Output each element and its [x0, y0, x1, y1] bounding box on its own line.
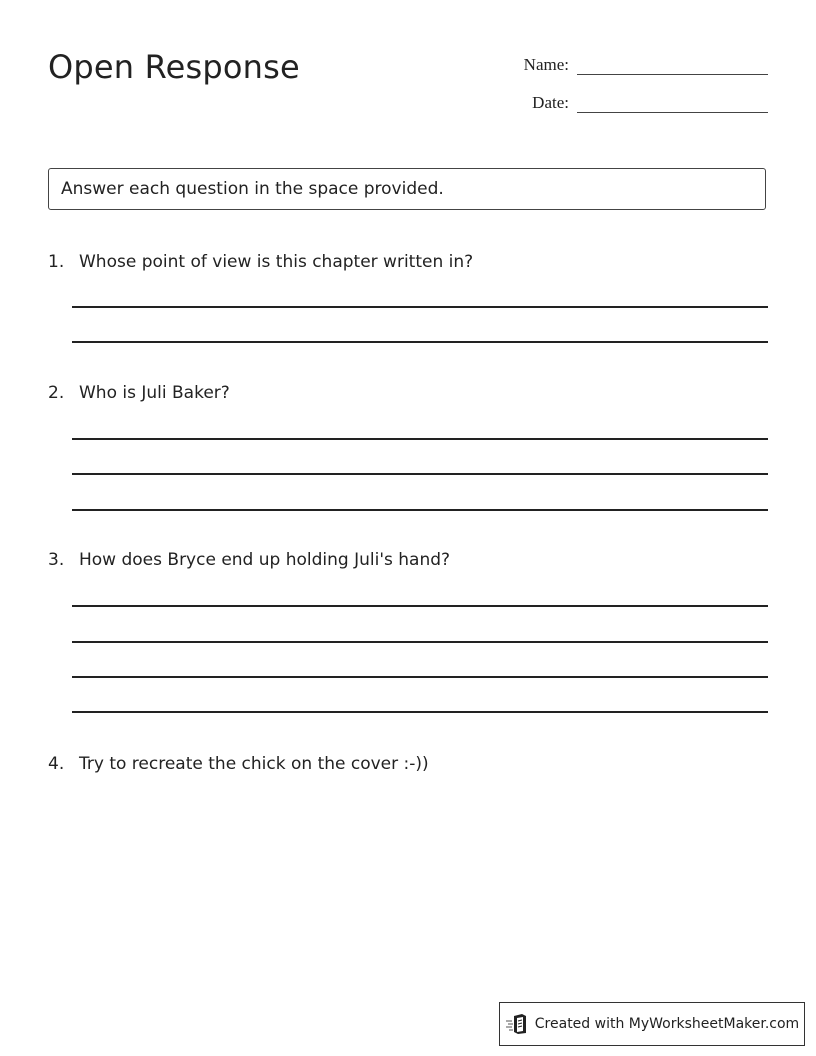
- date-label: Date:: [532, 93, 569, 112]
- question-2: [48, 383, 230, 403]
- answer-line-3-4[interactable]: [72, 711, 768, 713]
- drawing-area[interactable]: [48, 790, 768, 990]
- question-number: 4.: [48, 754, 65, 774]
- answer-line-2-3[interactable]: [72, 509, 768, 511]
- question-number: 2.: [48, 383, 65, 403]
- answer-line-2-1[interactable]: [72, 438, 768, 440]
- answer-line-1-2[interactable]: [72, 341, 768, 343]
- name-label: Name:: [523, 55, 569, 74]
- question-1: [48, 252, 473, 272]
- instructions-box: Answer each question in the space provided.: [48, 168, 766, 210]
- page-title: Open Response: [48, 48, 300, 86]
- date-field: [532, 90, 768, 113]
- answer-line-3-2[interactable]: [72, 641, 768, 643]
- question-text: Who is Juli Baker?: [79, 383, 230, 403]
- answer-line-3-1[interactable]: [72, 605, 768, 607]
- question-4: [48, 754, 429, 774]
- question-text: Whose point of view is this chapter written in?: [79, 252, 474, 272]
- answer-line-1-1[interactable]: [72, 306, 768, 308]
- answer-line-2-2[interactable]: [72, 473, 768, 475]
- question-3: [48, 550, 450, 570]
- date-input-line[interactable]: [577, 90, 768, 113]
- worksheet-logo-icon: [505, 1013, 529, 1035]
- name-field: [524, 52, 768, 75]
- question-text: Try to recreate the chick on the cover :-)): [79, 754, 429, 774]
- question-number: 3.: [48, 550, 65, 570]
- name-input-line[interactable]: [577, 52, 768, 75]
- question-number: 1.: [48, 252, 65, 272]
- footer-credit[interactable]: [499, 1002, 805, 1046]
- question-text: How does Bryce end up holding Juli's hand?: [79, 550, 451, 570]
- answer-line-3-3[interactable]: [72, 676, 768, 678]
- footer-text: Created with MyWorksheetMaker.com: [534, 1016, 800, 1032]
